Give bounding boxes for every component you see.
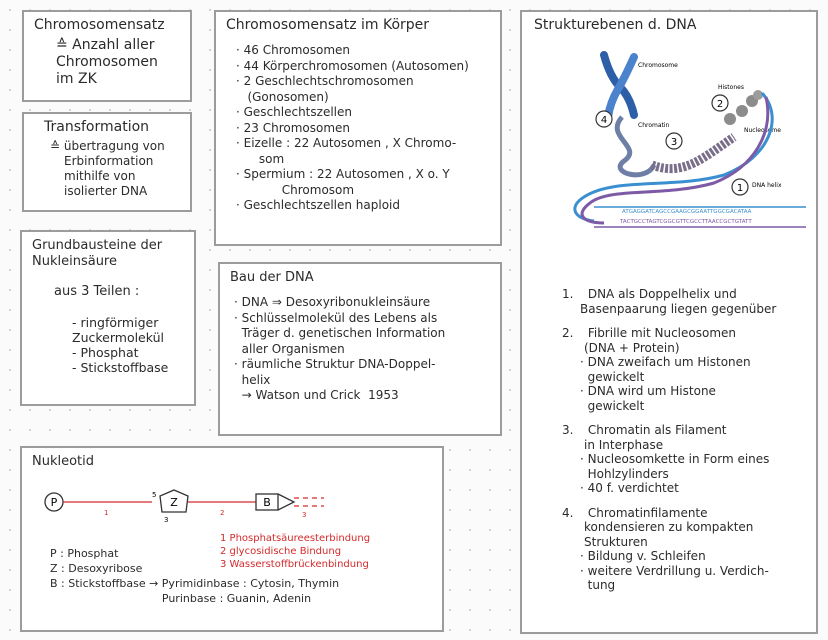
nukleotid-card bbox=[20, 446, 444, 632]
level-marker-3 bbox=[666, 133, 682, 149]
dna-helix-label: DNA helix bbox=[752, 182, 782, 189]
level-line: · Nucleosomkette in Form eines bbox=[580, 452, 770, 466]
level-line: in Interphase bbox=[584, 437, 664, 452]
level-number: 3 bbox=[670, 137, 678, 148]
bau-line: → Watson und Crick 1953 bbox=[234, 388, 399, 402]
bau-title: Bau der DNA bbox=[230, 270, 314, 285]
structure-level-item bbox=[562, 506, 804, 593]
level-line: tung bbox=[580, 578, 616, 592]
transformation-line: Erbinformation bbox=[64, 154, 154, 168]
level-number: 4 bbox=[600, 115, 608, 126]
chromosomensatz-line: im ZK bbox=[56, 71, 97, 87]
strukturebenen-title: Strukturebenen d. DNA bbox=[534, 17, 697, 33]
dna-structure-figure bbox=[534, 37, 808, 233]
level-num: 4. bbox=[562, 505, 574, 520]
chromosome-label: Chromosome bbox=[638, 62, 678, 69]
phosphate-label: P bbox=[50, 496, 58, 509]
koerper-line: (Gonosomen) bbox=[236, 89, 329, 104]
level-number: 2 bbox=[716, 99, 724, 110]
chromosomensatz-title: Chromosomensatz bbox=[34, 17, 165, 33]
level-line: Fibrille mit Nucleosomen bbox=[587, 326, 736, 340]
structure-level-item bbox=[562, 287, 804, 316]
chromosomensatz-line: Chromosomen bbox=[56, 54, 158, 70]
sequence-top: ATGAGGATCAGCCGAAGCGGAATTGGCGACATAA bbox=[622, 209, 752, 215]
c5-label: 5 bbox=[152, 491, 157, 499]
level-marker-2 bbox=[712, 95, 728, 111]
level-line: · DNA zweifach um Histonen bbox=[580, 355, 751, 369]
bond-type: 1 Phosphatsäureesterbindung bbox=[220, 533, 371, 544]
bau-card bbox=[218, 262, 502, 436]
legend-line: B : Stickstoffbase → Pyrimidinbase : Cytosin, Thymin bbox=[50, 577, 340, 590]
bau-line: · räumliche Struktur DNA-Doppel- bbox=[234, 357, 436, 371]
koerper-line: · Geschlechtszellen bbox=[236, 105, 352, 119]
nukleotid-title: Nukleotid bbox=[32, 454, 95, 469]
level-line: Strukturen bbox=[584, 534, 648, 549]
chromosome-shape bbox=[604, 55, 634, 117]
chromatin-label: Chromatin bbox=[638, 122, 670, 129]
level-line: kondensieren zu kompakten bbox=[584, 520, 754, 534]
bau-line: · DNA ⇒ Desoxyribonukleinsäure bbox=[234, 295, 431, 309]
structure-level-item bbox=[562, 423, 804, 496]
coiled-fiber bbox=[652, 137, 734, 169]
chromosomensatz-card bbox=[22, 10, 192, 102]
base-label: B bbox=[263, 496, 271, 509]
level-line: Chromatinfilamente bbox=[587, 505, 708, 520]
base-tail bbox=[278, 494, 294, 510]
grundbausteine-item: - Phosphat bbox=[72, 345, 139, 360]
level-line: Hohlzylinders bbox=[580, 466, 669, 481]
level-line: gewickelt bbox=[580, 369, 645, 384]
bau-line: aller Organismen bbox=[234, 341, 345, 356]
grundbausteine-card bbox=[20, 230, 196, 406]
structure-level-item bbox=[562, 326, 804, 413]
level-num: 1. bbox=[562, 287, 574, 301]
sugar-label: Z bbox=[170, 496, 178, 509]
transformation-line: isolierter DNA bbox=[64, 184, 148, 198]
level-line: DNA als Doppelhelix und bbox=[587, 287, 737, 301]
koerper-card bbox=[214, 10, 502, 246]
transformation-card bbox=[22, 112, 192, 212]
sequence-bottom: TACTGCCTAGTCGGCGTTCGCCTTAACCGCTGTATT bbox=[620, 219, 752, 225]
bond-type: 2 glycosidische Bindung bbox=[220, 546, 342, 557]
grundbausteine-intro: aus 3 Teilen : bbox=[54, 284, 140, 299]
nucleotide-diagram bbox=[32, 484, 432, 534]
level-line: Basenpaarung liegen gegenüber bbox=[580, 301, 777, 316]
level-marker-4 bbox=[596, 111, 612, 127]
level-line: · weitere Verdrillung u. Verdich- bbox=[580, 563, 769, 578]
bau-line: helix bbox=[234, 372, 271, 387]
transformation-line: mithilfe von bbox=[64, 169, 136, 183]
koerper-line: · Eizelle : 22 Autosomen , X Chromo- bbox=[236, 136, 457, 150]
legend-line: Purinbase : Guanin, Adenin bbox=[50, 592, 312, 605]
level-line: (DNA + Protein) bbox=[584, 340, 680, 355]
nucleosome-bead bbox=[736, 105, 748, 117]
bond3-number: 3 bbox=[302, 511, 307, 519]
koerper-line: · 2 Geschlechtschromosomen bbox=[236, 74, 414, 88]
level-num: 2. bbox=[562, 326, 574, 340]
bond-type: 3 Wasserstoffbrückenbindung bbox=[220, 559, 369, 570]
level-line: gewickelt bbox=[580, 398, 645, 413]
koerper-line: som bbox=[236, 151, 285, 166]
koerper-line: · 46 Chromosomen bbox=[236, 43, 351, 57]
level-line: Chromatin als Filament bbox=[587, 423, 727, 437]
level-line: · DNA wird um Histone bbox=[580, 384, 716, 398]
koerper-line: · Spermium : 22 Autosomen , X o. Y bbox=[236, 167, 450, 181]
level-num: 3. bbox=[562, 423, 574, 437]
bond2-number: 2 bbox=[220, 509, 225, 517]
c3-label: 3 bbox=[164, 516, 169, 524]
histones-label: Histones bbox=[718, 84, 744, 91]
level-line: · Bildung v. Schleifen bbox=[580, 549, 706, 563]
chromosomensatz-line: ≙ Anzahl aller bbox=[56, 37, 155, 53]
legend-line: P : Phosphat bbox=[50, 547, 119, 560]
grundbausteine-item: - ringförmiger Zuckermolekül bbox=[72, 315, 164, 345]
bau-line: Träger d. genetischen Information bbox=[234, 326, 446, 340]
koerper-line: · Geschlechtszellen haploid bbox=[236, 198, 400, 212]
transformation-line: ≙ übertragung von bbox=[50, 139, 165, 153]
level-number: 1 bbox=[736, 183, 744, 194]
legend-line: Z : Desoxyribose bbox=[50, 562, 143, 575]
grundbausteine-item: - Stickstoffbase bbox=[72, 360, 169, 375]
nucleosome-bead bbox=[724, 113, 736, 125]
strukturebenen-card bbox=[520, 10, 818, 634]
koerper-line: · 44 Körperchromosomen (Autosomen) bbox=[236, 58, 469, 73]
grundbausteine-title: Grundbausteine der Nukleinsäure bbox=[32, 238, 163, 269]
level-line: · 40 f. verdichtet bbox=[580, 481, 679, 495]
koerper-line: Chromosom bbox=[236, 182, 355, 197]
nucleosome-bead bbox=[753, 90, 763, 100]
level-marker-1 bbox=[732, 179, 748, 195]
transformation-title: Transformation bbox=[44, 119, 150, 135]
koerper-line: · 23 Chromosomen bbox=[236, 120, 351, 135]
bond1-number: 1 bbox=[104, 509, 109, 517]
koerper-title: Chromosomensatz im Körper bbox=[226, 17, 430, 33]
nucleosome-label: Nucleosome bbox=[744, 127, 781, 134]
bau-line: · Schlüsselmolekül des Lebens als bbox=[234, 310, 438, 325]
